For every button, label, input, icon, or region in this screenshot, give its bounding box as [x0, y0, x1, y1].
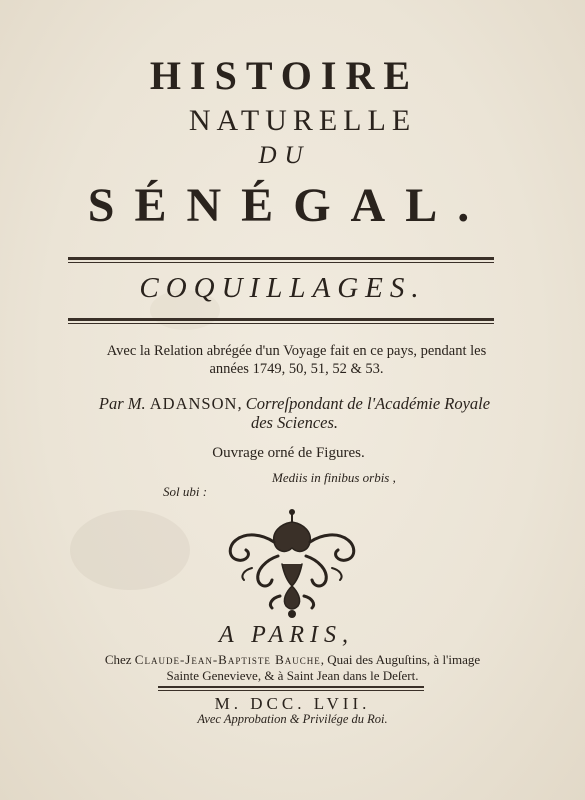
- imprint-prefix: Chez: [104, 652, 135, 667]
- relation-text: [4, 342, 585, 378]
- title-line-senegal: SÉNÉGAL.: [87, 179, 490, 232]
- motto-left: Sol ubi :: [163, 484, 208, 499]
- imprint-place: A PARIS,: [218, 622, 355, 648]
- subtitle: COQUILLAGES.: [139, 272, 426, 304]
- title-line-du: DU: [258, 142, 311, 169]
- imprint-line-2: Sainte Genevieve, & à Saint Jean dans le Deſert.: [166, 668, 419, 683]
- relation-line-1: Avec la Relation abrégée d'un Voyage fait en ce pays, pendant les: [106, 343, 487, 359]
- author-line-1: [2, 394, 585, 413]
- ouvrage-note: Ouvrage orné de Figures.: [212, 445, 365, 461]
- author-line-2: des Sciences.: [250, 413, 339, 432]
- paper-stain: [70, 510, 190, 590]
- double-rule-mid: [68, 318, 494, 321]
- author-prefix: Par M.: [98, 394, 150, 413]
- author-name: ADANSON: [149, 394, 238, 413]
- printer-name: Claude-Jean-Baptiste Bauche: [134, 652, 321, 667]
- author-suffix: , Correſpondant de l'Académie Royale: [237, 394, 491, 413]
- relation-line-2: années 1749, 50, 51, 52 & 53.: [209, 361, 384, 377]
- imprint-suffix: , Quai des Auguſtins, à l'image: [320, 652, 481, 667]
- motto-right: Mediis in finibus orbis ,: [272, 470, 396, 485]
- title-line-histoire: HISTOIRE: [149, 53, 420, 98]
- imprint-line-1: [0, 652, 585, 668]
- imprint-text: [0, 652, 585, 684]
- author-text: [2, 394, 585, 432]
- publication-date: M. DCC. LVII.: [214, 694, 371, 713]
- double-rule-top: [68, 257, 494, 260]
- double-rule-bottom-thin: [158, 690, 424, 691]
- approbation-line: Avec Approbation & Privilége du Roi.: [197, 712, 388, 726]
- printer-ornament: [222, 508, 362, 620]
- double-rule-bottom: [158, 686, 424, 688]
- title-line-naturelle: NATURELLE: [188, 104, 417, 137]
- double-rule-mid-thin: [68, 323, 494, 324]
- double-rule-top-thin: [68, 262, 494, 263]
